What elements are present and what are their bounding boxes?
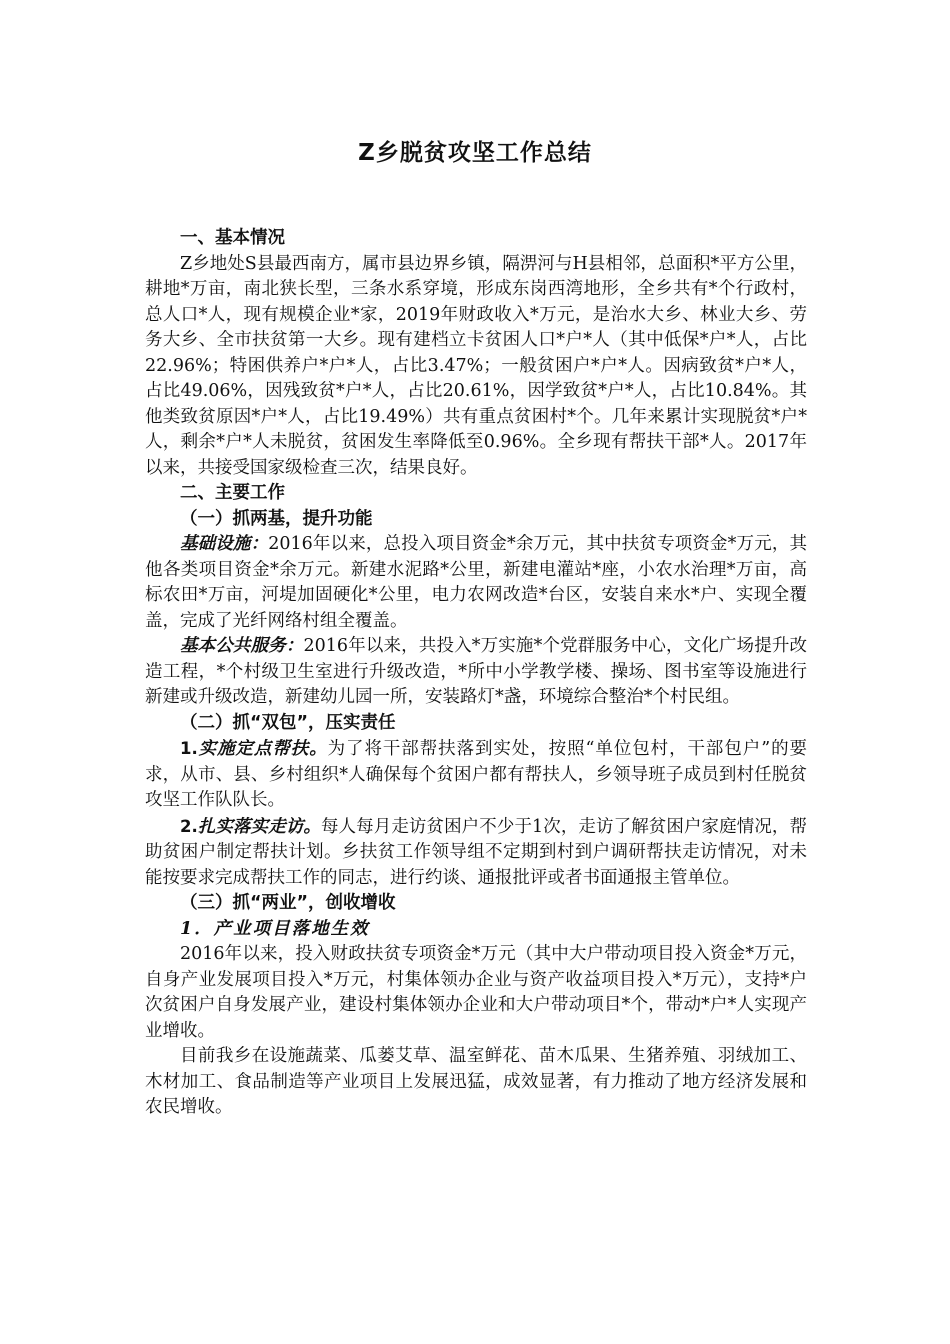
paragraph-infrastructure [145, 532, 807, 634]
paragraph-industry-funding: 2016年以来，投入财政扶贫专项资金*万元（其中大户带动项目投入资金*万元，自身产业发展项目投入*万元，村集体领办企业与资产收益项目投入*万元），支持*户次贫困户自身发展产业，建设村集体领办企业和大户带动项目*个，带动*户*人实现产业增收。 [145, 944, 807, 1041]
paragraph-lead-public-services: 基本公共服务： [180, 636, 304, 656]
document-title: Z乡脱贫攻坚工作总结 [358, 140, 592, 166]
item-number-1: 1. [180, 739, 198, 758]
subsection-heading-double-assistance: （二）抓“双包”，压实责任 [180, 712, 396, 733]
paragraph-lead-visits: 扎实落实走访。 [197, 816, 321, 837]
paragraph-basic-situation: Z乡地处S县最西南方，属市县边界乡镇，隔淠河与H县相邻，总面积*平方公里，耕地*万亩，南北狭长型，三条水系穿境，形成东岗西湾地形，全乡共有*个行政村，总人口*人，现有规模企业*家，2019年财政收入*万元，是治水大乡、林业大乡、劳务大乡、全市扶贫第一大乡。现有建档立卡贫困人口*户*人（其中低保*户*人，占比22.96%；特困供养户*户*人，占比3.47%；一般贫困户*户*人。因病致贫*户*人，占比49.06%，因残致贫*户*人，占比20.61%，因学致贫*户*人，占比10.84%。其他类致贫原因*户*人，占比19.49%）共有重点贫困村*个。几年来累计实现脱贫*户*人，剩余*户*人未脱贫，贫困发生率降低至0.96%。全乡现有帮扶干部*人。2017年以来，共接受国家级检查三次，结果良好。 [145, 253, 807, 478]
section-heading-main-work: 二、主要工作 [180, 483, 285, 503]
paragraph-visits [145, 814, 807, 892]
subsection-heading-two-foundations: （一）抓两基，提升功能 [180, 508, 373, 529]
paragraph-lead-fixed-point: 实施定点帮扶。 [197, 739, 328, 759]
paragraph-text-infrastructure: 2016年以来，总投入项目资金*余万元，其中扶贫专项资金*万元，其他各类项目资金*余万元。新建水泥路*公里，新建电灌站*座，小农水治理*万亩，高标农田*万亩，河堤加固硬化*公里，电力农网改造*台区，安装自来水*户、实现全覆盖，完成了光纤网络村组全覆盖。 [145, 534, 807, 631]
subsection-heading-two-industries: （三）抓“两业”，创收增收 [180, 893, 396, 913]
paragraph-industry-development: 目前我乡在设施蔬菜、瓜蒌艾草、温室鲜花、苗木瓜果、生猪养殖、羽绒加工、木材加工、食品制造等产业项目上发展迅猛，成效显著，有力推动了地方经济发展和农民增收。 [145, 1046, 807, 1117]
paragraph-fixed-point-assistance [145, 736, 807, 814]
item-number-2: 2. [180, 816, 198, 836]
document-body [145, 226, 807, 1121]
paragraph-public-services [145, 634, 807, 711]
paragraph-text-public-services: 2016年以来，共投入*万实施*个党群服务中心，文化广场提升改造工程，*个村级卫生室进行升级改造，*所中小学教学楼、操场、图书室等设施进行新建或升级改造，新建幼儿园一所，安装路灯*盏，环境综合整治*个村民组。 [145, 636, 807, 707]
section-heading-basic-situation: 一、基本情况 [180, 228, 285, 248]
paragraph-lead-infrastructure: 基础设施： [180, 534, 269, 554]
paragraph-text-fixed-point: 为了将干部帮扶落到实处，按照“单位包村，干部包户”的要求，从市、县、乡村组织*人确保每个贫困户都有帮扶人，乡领导班子成员到村任脱贫攻坚工作队队长。 [145, 739, 807, 810]
paragraph-text-visits: 每人每月走访贫困户不少于1次，走访了解贫困户家庭情况，帮助贫困户制定帮扶计划。乡扶贫工作领导组不定期到村到户调研帮扶走访情况，对未能按要求完成帮扶工作的同志，进行约谈、通报批评或者书面通报主管单位。 [145, 816, 807, 888]
item-heading-industry-projects: 1．产业项目落地生效 [180, 918, 370, 939]
